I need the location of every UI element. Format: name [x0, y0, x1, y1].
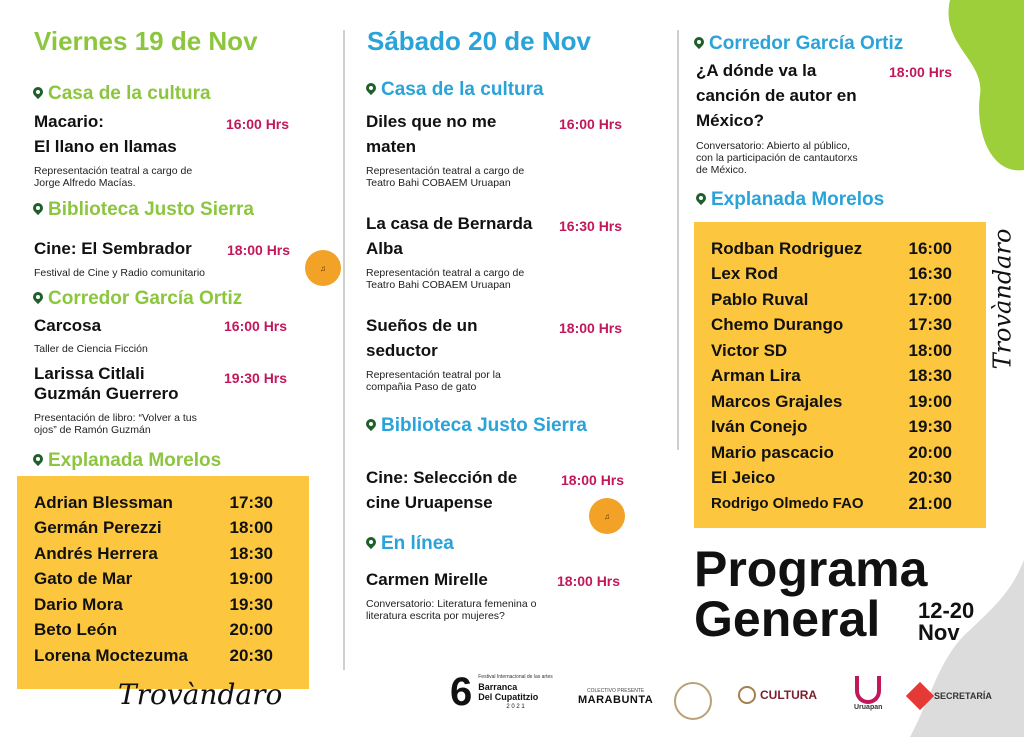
venue-casa-cultura: [366, 79, 544, 101]
artist-name: Pablo Ruval: [711, 289, 809, 309]
event-time: 16:00 Hrs: [226, 116, 290, 132]
artist-time: 18:00: [229, 518, 273, 538]
venue-biblioteca: [366, 415, 587, 437]
artist-time: 19:00: [229, 569, 273, 589]
coat-of-arms-icon: [738, 686, 756, 704]
venue-explanada: [696, 189, 884, 211]
event-title: [34, 109, 177, 159]
festival-small: Festival Internacional de las artes: [478, 674, 553, 680]
divider-right: [677, 30, 679, 450]
venue-en-linea: [366, 533, 454, 555]
event-time: 16:30 Hrs: [559, 218, 623, 234]
artist-name: Arman Lira: [711, 366, 801, 386]
event-title-line: seductor: [366, 341, 438, 360]
location-pin-icon: [33, 292, 43, 306]
artist-time: 16:30: [908, 264, 952, 284]
event-title: [366, 211, 532, 261]
event-title-line: canción de autor en: [696, 86, 857, 105]
lineup-row: [34, 643, 273, 669]
day-title-saturday: Sábado 20 de Nov: [367, 26, 591, 56]
event-description: [366, 165, 524, 189]
location-pin-icon: [366, 83, 376, 97]
event-title-line: ¿A dónde va la: [696, 61, 817, 80]
location-pin-icon: [366, 419, 376, 433]
location-pin-icon: [694, 37, 704, 51]
event-title-line: La casa de Bernarda: [366, 214, 533, 233]
desc-line: literatura escrita por mujeres?: [366, 610, 505, 622]
desc-line: con la participación de cantautorxs: [696, 152, 858, 164]
artist-time: 19:00: [908, 391, 952, 411]
lineup-row: [34, 490, 273, 516]
artist-name: Dario Mora: [34, 594, 123, 614]
event-description: Festival de Cine y Radio comunitario: [34, 267, 205, 279]
artist-time: 18:30: [908, 366, 952, 386]
trovandaro-signature-vertical: Trovàndaro: [988, 228, 1017, 370]
artist-name: Mario pascacio: [711, 442, 834, 462]
artist-name: Lex Rod: [711, 264, 779, 284]
event-title: [34, 364, 179, 404]
desc-line: Conversatorio: Literatura femenina o: [366, 598, 537, 610]
trovandaro-badge-icon: ♫: [305, 250, 341, 286]
artist-time: 20:30: [908, 468, 952, 488]
artist-time: 20:00: [908, 442, 952, 462]
location-pin-icon: [696, 193, 706, 207]
venue-label: Corredor García Ortiz: [48, 288, 243, 309]
desc-line: ojos” de Ramón Guzmán: [34, 424, 151, 436]
event-title: Carcosa: [34, 316, 102, 335]
corner-green-shape: [920, 0, 1024, 175]
artist-time: 20:30: [229, 645, 273, 665]
venue-corredor: [694, 33, 903, 55]
venue-casa-cultura: [33, 83, 211, 105]
artist-name: Lorena Moctezuma: [34, 645, 188, 665]
event-title-line: México?: [696, 111, 765, 130]
artist-name: Rodban Rodriguez: [711, 238, 863, 258]
program-dates: [918, 600, 974, 644]
event-time: 18:00 Hrs: [559, 320, 623, 336]
event-title-line: El llano en llamas: [34, 137, 177, 156]
event-title: [696, 58, 857, 133]
artist-name: El Jeico: [711, 468, 776, 488]
lineup-row: [711, 466, 952, 492]
event-title-line: Larissa Citlali: [34, 364, 145, 383]
location-pin-icon: [33, 203, 43, 217]
uruapan-text: Uruapan: [854, 704, 883, 711]
artist-name: Adrian Blessman: [34, 492, 173, 512]
event-title-line: maten: [366, 137, 417, 156]
desc-line: Representación teatral a cargo de: [34, 165, 193, 177]
lineup-row: [711, 389, 952, 415]
desc-line: de México.: [696, 164, 747, 176]
lineup-row: [34, 516, 273, 542]
artist-time: 17:00: [908, 289, 952, 309]
desc-line: Representación teatral a cargo de: [366, 267, 525, 279]
lineup-box-saturday: [694, 222, 986, 528]
desc-line: Conversatorio: Abierto al público,: [696, 140, 851, 152]
event-title: [366, 465, 517, 515]
event-time: 16:00 Hrs: [559, 116, 623, 132]
event-time: 18:00 Hrs: [561, 472, 625, 488]
lineup-row: [711, 440, 952, 466]
venue-label: En línea: [381, 533, 454, 554]
desc-line: Jorge Alfredo Macías.: [34, 177, 136, 189]
venue-label: Biblioteca Justo Sierra: [381, 415, 587, 436]
program-title: [694, 541, 928, 647]
marabunta-name: MARABUNTA: [578, 694, 654, 706]
artist-time: 20:00: [229, 620, 273, 640]
event-title: [366, 109, 496, 159]
venue-label: Explanada Morelos: [48, 450, 222, 471]
desc-line: Representación teatral por la: [366, 369, 501, 381]
event-time: 18:00 Hrs: [227, 242, 291, 258]
location-pin-icon: [33, 454, 43, 468]
venue-explanada: [33, 450, 221, 472]
dates-month: Nov: [918, 620, 960, 645]
artist-time: 19:30: [229, 594, 273, 614]
event-title-line: Guzmán Guerrero: [34, 384, 179, 403]
event-title-line: Sueños de un: [366, 316, 478, 335]
festival-number: 6: [450, 670, 473, 714]
festival-name: Del Cupatitzio: [478, 692, 539, 702]
event-description: [366, 267, 524, 291]
institution-seal-icon: [674, 682, 712, 720]
uruapan-u-icon: [855, 676, 881, 704]
event-time: 19:30 Hrs: [224, 370, 288, 386]
festival-year: 2 0 2 1: [506, 704, 525, 710]
cultura-logo: [738, 686, 817, 704]
lineup-row: [34, 618, 273, 644]
divider-left: [343, 30, 345, 670]
event-time: 16:00 Hrs: [224, 318, 288, 334]
lineup-row: [34, 592, 273, 618]
venue-label: Explanada Morelos: [711, 189, 885, 210]
location-pin-icon: [366, 537, 376, 551]
event-title-line: Alba: [366, 239, 403, 258]
lineup-box-friday: [17, 476, 309, 689]
lineup-row: [711, 338, 952, 364]
desc-line: Representación teatral a cargo de: [366, 165, 525, 177]
event-description: [34, 412, 197, 436]
artist-name: Chemo Durango: [711, 315, 844, 335]
event-time: 18:00 Hrs: [889, 64, 953, 80]
artist-name: Victor SD: [711, 340, 788, 360]
marabunta-logo: [578, 688, 653, 706]
lineup-row: [711, 287, 952, 313]
artist-time: 18:30: [229, 543, 273, 563]
michoacan-star-icon: [906, 682, 934, 710]
lineup-row: [711, 415, 952, 441]
trovandaro-signature: Trovàndaro: [118, 678, 283, 711]
desc-line: Teatro Bahi COBAEM Uruapan: [366, 279, 511, 291]
festival-text: [478, 672, 552, 712]
desc-line: Presentación de libro: “Volver a tus: [34, 412, 197, 424]
program-title-line: General: [694, 591, 881, 647]
event-title: [366, 313, 477, 363]
festival-name: Barranca: [478, 682, 518, 692]
lineup-row: [711, 236, 952, 262]
desc-line: compañia Paso de gato: [366, 381, 477, 393]
lineup-row: [34, 567, 273, 593]
location-pin-icon: [33, 87, 43, 101]
secretaria-logo: [910, 686, 992, 706]
artist-name: Germán Perezzi: [34, 518, 162, 538]
artist-name: Andrés Herrera: [34, 543, 158, 563]
event-time: 18:00 Hrs: [557, 573, 621, 589]
event-title-line: Cine: Selección de: [366, 468, 518, 487]
lineup-row: [711, 364, 952, 390]
artist-time: 17:30: [908, 315, 952, 335]
desc-line: Teatro Bahi COBAEM Uruapan: [366, 177, 511, 189]
event-description: [696, 140, 858, 176]
uruapan-logo: [854, 676, 882, 711]
cultura-text: CULTURA: [760, 688, 818, 702]
secretaria-text: SECRETARÍA: [934, 691, 992, 701]
lineup-row: [34, 541, 273, 567]
event-title: Cine: El Sembrador: [34, 239, 192, 258]
venue-label: Corredor García Ortiz: [709, 33, 904, 54]
artist-name: Gato de Mar: [34, 569, 133, 589]
artist-name: Rodrigo Olmedo FAO: [711, 495, 864, 513]
event-title-line: cine Uruapense: [366, 493, 493, 512]
lineup-row: [711, 262, 952, 288]
marabunta-small: COLECTIVO PRESENTE: [586, 688, 645, 694]
day-title-friday: Viernes 19 de Nov: [34, 26, 258, 56]
artist-time: 18:00: [908, 340, 952, 360]
artist-time: 17:30: [229, 492, 273, 512]
event-title-line: Macario:: [34, 112, 104, 131]
event-description: Taller de Ciencia Ficción: [34, 343, 148, 355]
lineup-row: [711, 313, 952, 339]
trovandaro-badge-icon: ♫: [589, 498, 625, 534]
venue-label: Casa de la cultura: [48, 83, 211, 104]
venue-biblioteca: [33, 199, 254, 221]
venue-label: Casa de la cultura: [381, 79, 544, 100]
dates-range: 12-20: [918, 598, 975, 623]
lineup-row: [711, 491, 952, 517]
event-description: [366, 369, 501, 393]
artist-name: Iván Conejo: [711, 417, 808, 437]
event-title: Carmen Mirelle: [366, 570, 488, 589]
event-description: [34, 165, 192, 189]
artist-name: Marcos Grajales: [711, 391, 843, 411]
artist-time: 21:00: [908, 493, 952, 513]
festival-logo: [450, 672, 553, 712]
program-title-line: Programa: [694, 541, 928, 597]
artist-time: 16:00: [908, 238, 952, 258]
venue-corredor: [33, 288, 242, 310]
artist-name: Beto León: [34, 620, 118, 640]
artist-time: 19:30: [908, 417, 952, 437]
venue-label: Biblioteca Justo Sierra: [48, 199, 254, 220]
event-title-line: Diles que no me: [366, 112, 497, 131]
event-description: [366, 598, 536, 622]
